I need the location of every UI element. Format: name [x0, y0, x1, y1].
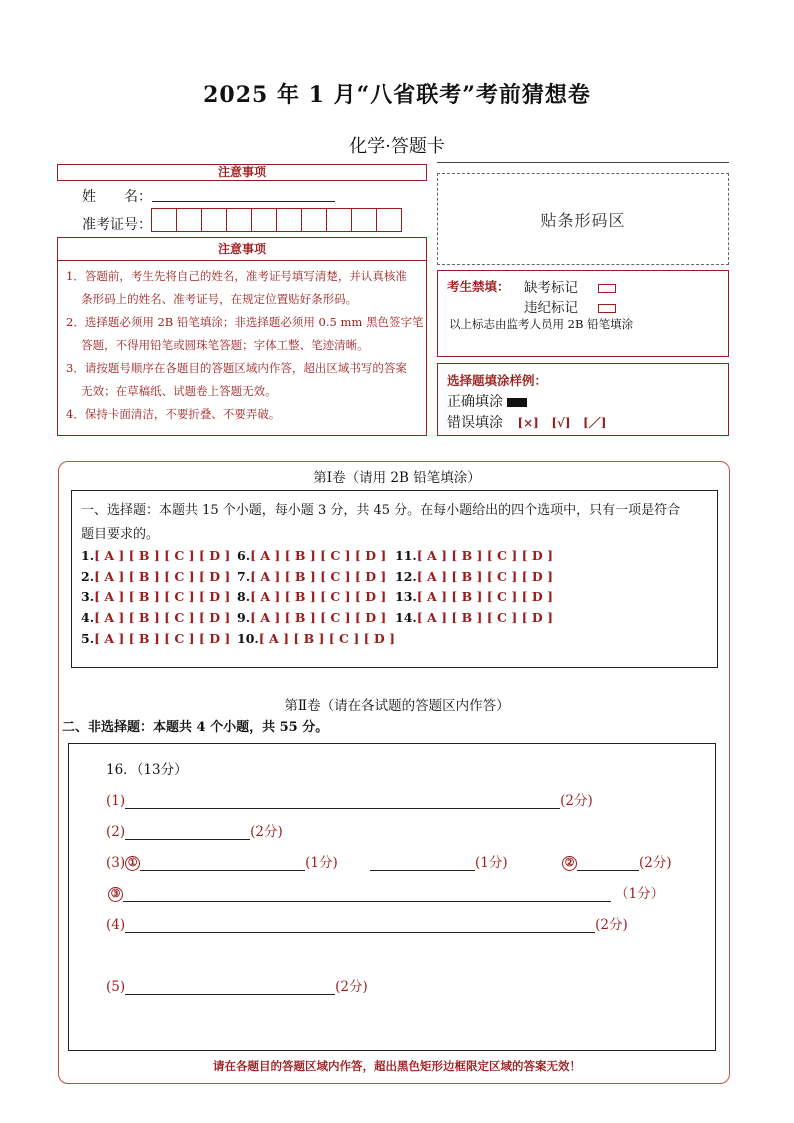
score-label: (2分) [250, 824, 283, 840]
page-title: 2025 年 1 月“八省联考”考前猜想卷 [203, 82, 591, 108]
id-cell[interactable] [226, 208, 252, 232]
id-cell[interactable] [251, 208, 277, 232]
wrong-mark: [√] [551, 416, 571, 430]
mcq-options[interactable]: [ A ] [ B ] [ C ] [ D ] [258, 631, 395, 646]
filled-mark [507, 398, 527, 407]
circled-number: ③ [108, 887, 123, 902]
violation-mark-row [524, 296, 616, 316]
mcq-options[interactable]: [ A ] [ B ] [ C ] [ D ] [94, 548, 231, 563]
mcq-question[interactable] [81, 610, 230, 625]
mcq-options[interactable]: [ A ] [ B ] [ C ] [ D ] [416, 610, 553, 625]
id-cell[interactable] [201, 208, 227, 232]
score-label: (2分) [595, 917, 628, 933]
absent-label: 缺考标记 [524, 280, 578, 296]
mcq-options[interactable]: [ A ] [ B ] [ C ] [ D ] [416, 589, 553, 604]
mcq-number: 9. [237, 610, 251, 625]
score-label: (1分) [475, 855, 508, 871]
mcq-number: 11. [395, 548, 417, 563]
divider [437, 162, 729, 163]
score-label: （1分） [615, 886, 665, 902]
id-cell[interactable] [176, 208, 202, 232]
answer-blank[interactable] [125, 824, 250, 840]
exam-id-cells[interactable] [151, 208, 401, 232]
id-cell[interactable] [376, 208, 402, 232]
q16-3-row [106, 851, 338, 871]
id-cell[interactable] [276, 208, 302, 232]
mcq-question[interactable] [395, 569, 553, 584]
id-cell[interactable] [351, 208, 377, 232]
q16-3c-row [108, 882, 664, 902]
part2-instruction: 二、非选择题：本题共 4 个小题，共 55 分。 [62, 720, 329, 735]
q16-3-row-c [562, 851, 672, 871]
mcq-number: 4. [81, 610, 95, 625]
mcq-number: 7. [237, 569, 251, 584]
name-label: 姓 名： [82, 189, 152, 205]
page-subtitle: 化学·答题卡 [349, 136, 445, 157]
absent-checkbox[interactable] [598, 284, 616, 293]
mcq-options[interactable]: [ A ] [ B ] [ C ] [ D ] [94, 631, 231, 646]
mcq-number: 3. [81, 589, 95, 604]
score-label: (2分) [560, 793, 593, 809]
forbidden-note: 以上标志由监考人员用 2B 铅笔填涂 [449, 317, 634, 331]
notice-line: 2．选择题必须用 2B 铅笔填涂；非选择题必须用 0.5 mm 黑色签字笔 [66, 315, 424, 329]
answer-blank[interactable] [370, 855, 475, 871]
violation-checkbox[interactable] [598, 304, 616, 313]
mcq-options[interactable]: [ A ] [ B ] [ C ] [ D ] [250, 589, 387, 604]
mcq-number: 10. [237, 631, 259, 646]
q16-2-row [106, 820, 283, 840]
notice-line: 1．答题前，考生先将自己的姓名，准考证号填写清楚，并认真核准 [66, 269, 407, 283]
mcq-number: 13. [395, 589, 417, 604]
mcq-options[interactable]: [ A ] [ B ] [ C ] [ D ] [250, 610, 387, 625]
notice-header: 注意事项 [57, 237, 427, 261]
mcq-number: 14. [395, 610, 417, 625]
score-label: (2分) [639, 855, 672, 871]
part1-title: 第Ⅰ卷（请用 2B 铅笔填涂） [313, 470, 481, 486]
mcq-question[interactable] [81, 589, 230, 604]
barcode-area: 贴条形码区 [437, 173, 729, 265]
student-info-header: 注意事项 [57, 164, 427, 181]
wrong-label: 错误填涂 [447, 415, 503, 431]
exam-id-label: 准考证号： [82, 217, 152, 233]
notice-box [57, 260, 427, 436]
sub-label: (3) [106, 855, 126, 871]
sample-title: 选择题填涂样例： [447, 373, 548, 388]
mcq-options[interactable]: [ A ] [ B ] [ C ] [ D ] [250, 569, 387, 584]
mcq-options[interactable]: [ A ] [ B ] [ C ] [ D ] [250, 548, 387, 563]
mcq-options[interactable]: [ A ] [ B ] [ C ] [ D ] [416, 569, 553, 584]
part1-instruction-2: 题目要求的。 [81, 527, 160, 542]
correct-label: 正确填涂 [447, 394, 503, 410]
id-cell[interactable] [326, 208, 352, 232]
score-label: (1分) [305, 855, 338, 871]
notice-line: 4．保持卡面清洁，不要折叠、不要弄破。 [66, 407, 281, 421]
mcq-question[interactable] [81, 569, 230, 584]
mcq-question[interactable] [237, 548, 386, 563]
mcq-question[interactable] [395, 548, 553, 563]
mcq-question[interactable] [395, 589, 553, 604]
q16-1-row [106, 789, 593, 809]
mcq-number: 1. [81, 548, 95, 563]
answer-blank[interactable] [140, 855, 305, 871]
answer-blank[interactable] [577, 855, 639, 871]
footer-warning: 请在各题目的答题区域内作答，超出黑色矩形边框限定区域的答案无效！ [213, 1059, 581, 1073]
wrong-mark: [×] [517, 416, 539, 430]
mcq-number: 12. [395, 569, 417, 584]
name-input[interactable] [152, 201, 335, 202]
notice-line: 条形码上的姓名、准考证号，在规定位置贴好条形码。 [66, 292, 358, 306]
mcq-options[interactable]: [ A ] [ B ] [ C ] [ D ] [416, 548, 553, 563]
mcq-number: 6. [237, 548, 251, 563]
q16-label: 16．（13分） [106, 762, 188, 778]
mcq-options[interactable]: [ A ] [ B ] [ C ] [ D ] [94, 569, 231, 584]
q16-3-row-b [370, 851, 508, 871]
violation-label: 违纪标记 [524, 300, 578, 316]
circled-number: ② [562, 856, 577, 871]
mcq-question[interactable] [237, 589, 386, 604]
mcq-number: 5. [81, 631, 95, 646]
q16-5-row [106, 975, 368, 995]
mcq-options[interactable]: [ A ] [ B ] [ C ] [ D ] [94, 610, 231, 625]
forbidden-label: 考生禁填： [447, 279, 510, 294]
absent-mark-row [524, 276, 616, 296]
mcq-question[interactable] [395, 610, 553, 625]
mcq-number: 8. [237, 589, 251, 604]
answer-blank[interactable] [125, 979, 335, 995]
sub-label: (2) [106, 824, 126, 840]
part1-instruction: 一、选择题：本题共 15 个小题，每小题 3 分，共 45 分。在每小题给出的四个选项中，只有一项是符合 [81, 503, 681, 518]
mcq-question[interactable] [237, 610, 386, 625]
circled-number: ① [125, 856, 140, 871]
mcq-question[interactable] [81, 631, 230, 646]
score-label: (2分) [335, 979, 368, 995]
mcq-number: 2. [81, 569, 95, 584]
notice-line: 答题，不得用铅笔或圆珠笔答题；字体工整、笔迹清晰。 [66, 338, 369, 352]
id-cell[interactable] [151, 208, 177, 232]
wrong-sample-row [447, 412, 606, 432]
answer-blank[interactable] [125, 793, 560, 809]
mcq-options[interactable]: [ A ] [ B ] [ C ] [ D ] [94, 589, 231, 604]
notice-line: 无效；在草稿纸、试题卷上答题无效。 [66, 384, 277, 398]
q16-4-row [106, 913, 628, 933]
forbidden-box [437, 270, 729, 357]
part2-title: 第Ⅱ卷（请在各试题的答题区内作答） [284, 698, 510, 714]
sample-box [437, 363, 729, 436]
mcq-question[interactable] [81, 548, 230, 563]
correct-sample-row [447, 391, 527, 411]
sub-label: (4) [106, 917, 126, 933]
answer-blank[interactable] [123, 886, 611, 902]
wrong-mark: [／] [583, 416, 607, 430]
mcq-question[interactable] [237, 569, 386, 584]
id-cell[interactable] [301, 208, 327, 232]
mcq-question[interactable] [237, 631, 395, 646]
answer-blank[interactable] [125, 917, 595, 933]
notice-line: 3．请按题号顺序在各题目的答题区域内作答，超出区域书写的答案 [66, 361, 407, 375]
sub-label: (1) [106, 793, 126, 809]
sub-label: (5) [106, 979, 126, 995]
